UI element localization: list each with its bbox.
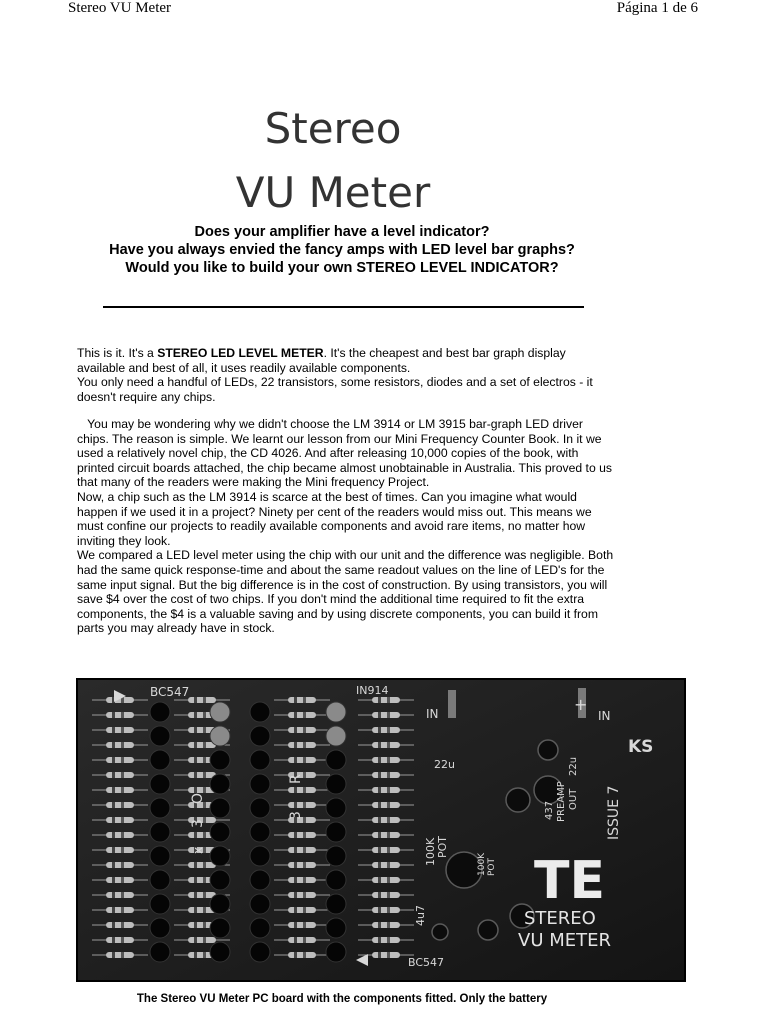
resistor-band xyxy=(121,787,124,793)
resistor xyxy=(106,757,134,763)
resistor-band xyxy=(378,697,381,703)
led xyxy=(150,894,170,914)
paragraph: You only need a handful of LEDs, 22 transistors, some resistors, diodes and a set of electros - it doesn't require any chips. xyxy=(77,375,593,404)
led xyxy=(250,702,270,722)
resistor-band xyxy=(387,907,390,913)
label-ks: KS xyxy=(628,737,654,757)
resistor-band xyxy=(203,937,206,943)
resistor-band xyxy=(378,832,381,838)
resistor-band xyxy=(121,952,124,958)
resistor xyxy=(372,877,400,883)
resistor-band xyxy=(387,697,390,703)
resistor xyxy=(106,742,134,748)
resistor-band xyxy=(203,727,206,733)
resistor-band xyxy=(303,952,306,958)
label-3-b: 3 xyxy=(288,811,304,820)
resistor-band xyxy=(112,892,115,898)
resistor-band xyxy=(121,892,124,898)
label-te-logo: TE xyxy=(534,851,605,911)
paragraph-body xyxy=(77,417,617,636)
resistor-band xyxy=(387,847,390,853)
led xyxy=(326,702,346,722)
emphasis: STEREO LED LEVEL METER xyxy=(157,346,324,360)
label-o: O xyxy=(190,792,206,804)
led xyxy=(150,846,170,866)
resistor-band xyxy=(112,847,115,853)
resistor-band xyxy=(303,937,306,943)
resistor-band xyxy=(194,832,197,838)
led xyxy=(250,942,270,962)
resistor xyxy=(372,802,400,808)
resistor xyxy=(106,892,134,898)
resistor xyxy=(288,697,316,703)
paragraph: Now, a chip such as the LM 3914 is scarce at the best of times. Can you imagine what would happen if we used it in a project? Ninety per cent of the readers would miss out. This means we must confine our projects to readily available components and avoid rare items, no matter how inviting they look. xyxy=(77,489,592,548)
resistor-band xyxy=(121,832,124,838)
figure-caption: The Stereo VU Meter PC board with the components fitted. Only the battery xyxy=(136,993,548,1005)
resistor-band xyxy=(294,862,297,868)
resistor-band xyxy=(387,727,390,733)
resistor-band xyxy=(203,742,206,748)
resistor xyxy=(106,817,134,823)
led xyxy=(210,918,230,938)
resistor-band xyxy=(112,742,115,748)
resistor xyxy=(372,832,400,838)
resistor-band xyxy=(378,937,381,943)
resistor-band xyxy=(203,757,206,763)
led xyxy=(150,942,170,962)
resistor-band xyxy=(112,862,115,868)
resistor xyxy=(372,952,400,958)
resistor-band xyxy=(387,877,390,883)
led xyxy=(150,774,170,794)
running-header-title: Stereo VU Meter xyxy=(68,0,172,16)
resistor-band xyxy=(294,877,297,883)
resistor-band xyxy=(121,727,124,733)
horizontal-rule xyxy=(103,306,584,308)
resistor xyxy=(288,742,316,748)
resistor xyxy=(188,862,216,868)
label-pot-b: POT xyxy=(487,857,497,876)
resistor-band xyxy=(121,862,124,868)
led xyxy=(150,750,170,770)
label-x: x xyxy=(191,846,205,854)
resistor-band xyxy=(378,802,381,808)
label-issue: ISSUE 7 xyxy=(606,785,622,840)
resistor-band xyxy=(378,742,381,748)
label-preamp: PREAMP xyxy=(556,781,567,822)
resistor-band xyxy=(121,877,124,883)
resistor xyxy=(288,727,316,733)
led xyxy=(210,774,230,794)
resistor-band xyxy=(387,922,390,928)
label-plus: + xyxy=(574,695,588,714)
resistor-band xyxy=(194,787,197,793)
resistor-band xyxy=(194,772,197,778)
resistor-band xyxy=(294,907,297,913)
led xyxy=(150,702,170,722)
resistor xyxy=(188,892,216,898)
resistor xyxy=(372,742,400,748)
resistor xyxy=(288,787,316,793)
capacitor xyxy=(478,920,498,940)
resistor xyxy=(288,832,316,838)
label-22u: 22u xyxy=(434,758,455,771)
led xyxy=(326,774,346,794)
led xyxy=(150,726,170,746)
paragraph: You may be wondering why we didn't choose the LM 3914 or LM 3915 bar-graph LED driver chips. The reason is simple. We learnt our lesson from our Mini Frequency Counter Book. In it we used a relatively novel chip, the CD 4026. And after releasing 10,000 copies of the book, with printed circuit boards attached, the chip became almost unobtainable in Australia. This proved to us that many of the readers were making the Mini frequency Project. xyxy=(77,417,616,490)
led xyxy=(250,726,270,746)
led xyxy=(250,870,270,890)
resistor-band xyxy=(294,922,297,928)
resistor-band xyxy=(121,712,124,718)
label-r: R xyxy=(288,774,304,784)
resistor-band xyxy=(203,697,206,703)
resistor xyxy=(106,787,134,793)
label-vu-meter: VU METER xyxy=(518,930,611,951)
label-pot: POT xyxy=(436,835,449,858)
resistor-band xyxy=(112,877,115,883)
resistor-band xyxy=(112,817,115,823)
led xyxy=(250,798,270,818)
resistor-band xyxy=(194,697,197,703)
resistor-band xyxy=(303,832,306,838)
resistor-band xyxy=(112,727,115,733)
label-4u7: 4u7 xyxy=(414,905,427,926)
pcb-illustration xyxy=(78,680,684,980)
label-in-right: IN xyxy=(598,709,611,723)
led xyxy=(326,822,346,842)
resistor-band xyxy=(303,862,306,868)
label-in914: IN914 xyxy=(356,684,389,697)
resistor-band xyxy=(203,832,206,838)
resistor-band xyxy=(387,787,390,793)
resistor xyxy=(372,817,400,823)
resistor-band xyxy=(294,832,297,838)
resistor-band xyxy=(387,862,390,868)
resistor-band xyxy=(378,712,381,718)
resistor-band xyxy=(194,757,197,763)
resistor-band xyxy=(303,712,306,718)
resistor-band xyxy=(112,922,115,928)
led xyxy=(210,750,230,770)
resistor-band xyxy=(378,877,381,883)
resistor-band xyxy=(194,907,197,913)
resistor-band xyxy=(203,877,206,883)
led xyxy=(326,942,346,962)
led xyxy=(326,894,346,914)
resistor-band xyxy=(294,892,297,898)
led xyxy=(210,702,230,722)
resistor xyxy=(188,697,216,703)
resistor-band xyxy=(294,787,297,793)
resistor-band xyxy=(112,787,115,793)
resistor-band xyxy=(194,952,197,958)
resistor xyxy=(188,772,216,778)
resistor xyxy=(106,832,134,838)
resistor-band xyxy=(294,802,297,808)
resistor-band xyxy=(294,952,297,958)
resistor xyxy=(372,757,400,763)
resistor-band xyxy=(378,727,381,733)
intro-questions xyxy=(0,223,684,277)
led xyxy=(210,894,230,914)
resistor-band xyxy=(112,772,115,778)
resistor-band xyxy=(378,922,381,928)
resistor xyxy=(106,907,134,913)
resistor xyxy=(288,757,316,763)
resistor-band xyxy=(303,742,306,748)
resistor-band xyxy=(294,742,297,748)
resistor xyxy=(288,952,316,958)
resistor xyxy=(372,892,400,898)
resistor-band xyxy=(303,877,306,883)
resistor-band xyxy=(378,787,381,793)
resistor-band xyxy=(112,937,115,943)
led xyxy=(250,894,270,914)
resistor-band xyxy=(387,712,390,718)
resistor-band xyxy=(303,757,306,763)
intro-question: Would you like to build your own STEREO LEVEL INDICATOR? xyxy=(125,260,559,276)
resistor-band xyxy=(121,742,124,748)
resistor-band xyxy=(303,727,306,733)
resistor xyxy=(106,802,134,808)
label-3: 3 xyxy=(190,819,206,828)
resistor xyxy=(106,937,134,943)
resistor-band xyxy=(387,742,390,748)
label-bc547-bottom: BC547 xyxy=(408,956,445,969)
resistor xyxy=(372,907,400,913)
resistor-band xyxy=(121,757,124,763)
resistor-band xyxy=(303,847,306,853)
resistor xyxy=(288,847,316,853)
label-100k-b: 100K xyxy=(477,852,487,876)
paragraph: This is it. It's a STEREO LED LEVEL METER. It's the cheapest and best bar graph display available and best of all, it uses readily available components. xyxy=(77,346,566,375)
led xyxy=(210,870,230,890)
doc-title-line2: VU Meter xyxy=(235,168,431,217)
resistor xyxy=(372,772,400,778)
label-in-left: IN xyxy=(426,707,439,721)
led xyxy=(210,726,230,746)
led xyxy=(210,846,230,866)
led xyxy=(150,798,170,818)
resistor-band xyxy=(378,847,381,853)
resistor xyxy=(288,877,316,883)
resistor-band xyxy=(303,922,306,928)
resistor-band xyxy=(203,787,206,793)
resistor-band xyxy=(387,802,390,808)
label-stereo: STEREO xyxy=(524,908,596,929)
resistor xyxy=(288,862,316,868)
resistor xyxy=(372,847,400,853)
resistor xyxy=(372,937,400,943)
capacitor xyxy=(506,788,530,812)
resistor-band xyxy=(378,757,381,763)
resistor-band xyxy=(303,802,306,808)
resistor xyxy=(288,802,316,808)
label-bc547-top: BC547 xyxy=(150,685,190,699)
resistor-band xyxy=(203,862,206,868)
resistor-band xyxy=(294,697,297,703)
resistor-band xyxy=(387,952,390,958)
led xyxy=(250,822,270,842)
label-22u-b: 22u xyxy=(568,756,579,776)
paragraph: We compared a LED level meter using the chip with our unit and the difference was negligible. Both had the same quick response-time and about the same readout values on the line of LED's for the same input signal. But the big difference is in the cost of construction. By using transistors, you will save $4 over the cost of two chips. If you don't mind the additional time required to fit the extra components, the $4 is a valuable saving and by using discrete components, you can build it from parts you may already have in stock. xyxy=(77,548,614,636)
resistor xyxy=(372,712,400,718)
resistor xyxy=(288,922,316,928)
led xyxy=(150,918,170,938)
resistor xyxy=(106,877,134,883)
label-out: OUT xyxy=(568,788,579,810)
resistor xyxy=(106,847,134,853)
resistor-band xyxy=(378,772,381,778)
paragraph-intro xyxy=(77,346,617,404)
resistor-band xyxy=(121,817,124,823)
resistor-band xyxy=(378,952,381,958)
resistor-band xyxy=(203,772,206,778)
resistor-band xyxy=(194,712,197,718)
label-100k: 100K xyxy=(424,837,437,866)
led xyxy=(326,918,346,938)
resistor-band xyxy=(303,907,306,913)
resistor-band xyxy=(203,922,206,928)
resistor xyxy=(372,787,400,793)
led xyxy=(210,822,230,842)
resistor-band xyxy=(112,802,115,808)
resistor-band xyxy=(303,697,306,703)
intro-question: Have you always envied the fancy amps with LED level bar graphs? xyxy=(109,242,575,258)
resistor-band xyxy=(378,892,381,898)
resistor xyxy=(106,712,134,718)
capacitor xyxy=(432,924,448,940)
resistor xyxy=(288,712,316,718)
led xyxy=(210,798,230,818)
page-number: Página 1 de 6 xyxy=(616,0,698,16)
resistor-band xyxy=(303,892,306,898)
resistor xyxy=(288,907,316,913)
resistor-band xyxy=(387,892,390,898)
resistor-band xyxy=(194,892,197,898)
resistor-band xyxy=(194,922,197,928)
resistor-band xyxy=(121,922,124,928)
resistor xyxy=(288,892,316,898)
resistor xyxy=(106,952,134,958)
resistor-band xyxy=(378,907,381,913)
led xyxy=(326,870,346,890)
resistor xyxy=(188,742,216,748)
led xyxy=(326,750,346,770)
resistor xyxy=(288,937,316,943)
resistor xyxy=(106,862,134,868)
led xyxy=(250,846,270,866)
resistor-band xyxy=(112,757,115,763)
led xyxy=(326,726,346,746)
resistor-band xyxy=(194,862,197,868)
resistor-band xyxy=(294,712,297,718)
resistor xyxy=(106,922,134,928)
resistor-band xyxy=(121,937,124,943)
label-437: 437 xyxy=(544,800,555,820)
resistor-band xyxy=(378,862,381,868)
pcb-photo xyxy=(76,678,686,982)
resistor-band xyxy=(387,772,390,778)
resistor-band xyxy=(294,727,297,733)
resistor-band xyxy=(112,712,115,718)
resistor xyxy=(372,697,400,703)
resistor-band xyxy=(194,877,197,883)
resistor-band xyxy=(294,757,297,763)
resistor-band xyxy=(112,832,115,838)
resistor-band xyxy=(121,772,124,778)
resistor-band xyxy=(203,712,206,718)
wire xyxy=(448,690,456,718)
led xyxy=(150,870,170,890)
resistor-band xyxy=(121,802,124,808)
doc-title-line1: Stereo xyxy=(264,104,402,153)
resistor-band xyxy=(194,742,197,748)
resistor xyxy=(372,922,400,928)
resistor-band xyxy=(203,907,206,913)
resistor-band xyxy=(303,787,306,793)
led xyxy=(150,822,170,842)
resistor-band xyxy=(387,937,390,943)
resistor xyxy=(106,727,134,733)
led xyxy=(250,918,270,938)
resistor-band xyxy=(387,757,390,763)
resistor-band xyxy=(203,952,206,958)
resistor-band xyxy=(294,937,297,943)
led xyxy=(210,942,230,962)
resistor-band xyxy=(194,727,197,733)
led xyxy=(326,798,346,818)
resistor-band xyxy=(387,832,390,838)
resistor-band xyxy=(112,907,115,913)
intro-question: Does your amplifier have a level indicator? xyxy=(194,224,490,240)
resistor xyxy=(372,727,400,733)
resistor-band xyxy=(294,847,297,853)
resistor-band xyxy=(378,817,381,823)
resistor-band xyxy=(121,907,124,913)
resistor xyxy=(106,772,134,778)
resistor-band xyxy=(121,847,124,853)
resistor xyxy=(188,937,216,943)
resistor-band xyxy=(112,952,115,958)
resistor xyxy=(372,862,400,868)
resistor-band xyxy=(194,937,197,943)
led xyxy=(250,774,270,794)
led xyxy=(326,846,346,866)
resistor-band xyxy=(387,817,390,823)
led xyxy=(250,750,270,770)
resistor-band xyxy=(203,892,206,898)
capacitor xyxy=(538,740,558,760)
